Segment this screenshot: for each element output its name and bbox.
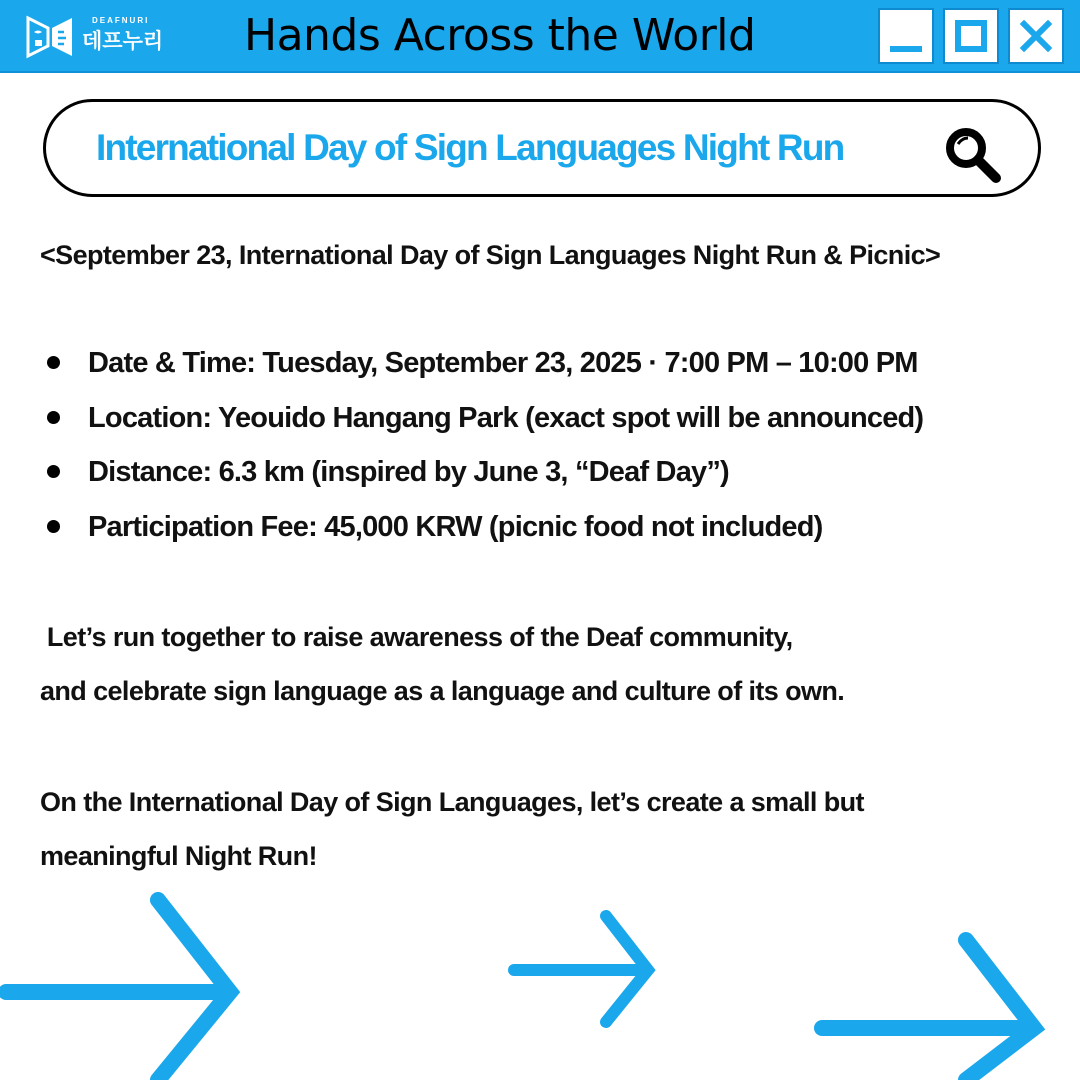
logo-mark-icon: [26, 14, 74, 60]
awareness-paragraph: [40, 610, 844, 718]
detail-location: Location: Yeouido Hangang Park (exact spot will be announced): [88, 401, 924, 434]
decorative-arrows: [0, 880, 1080, 1080]
close-icon: [1010, 10, 1062, 62]
search-bar[interactable]: [43, 99, 1041, 197]
search-icon[interactable]: [942, 124, 1004, 186]
logo-korean-text: 데프누리: [82, 29, 164, 53]
bullet-icon: [47, 356, 60, 369]
minimize-button[interactable]: [878, 8, 934, 64]
paragraph-line: and celebrate sign language as a language and culture of its own.: [40, 676, 845, 706]
event-heading: <September 23, International Day of Sign Languages Night Run & Picnic>: [40, 240, 941, 270]
window-title: Hands Across the World: [244, 10, 756, 61]
list-item: [40, 340, 923, 395]
list-item: [40, 395, 923, 450]
paragraph-line: On the International Day of Sign Languages, let’s create a small but: [40, 787, 864, 817]
maximize-icon: [945, 10, 997, 62]
arrow-right-icon: [514, 916, 648, 1022]
event-details-list: [40, 340, 923, 558]
paragraph-line: Let’s run together to raise awareness of the Deaf community,: [40, 622, 793, 652]
paragraph-line: meaningful Night Run!: [40, 841, 317, 871]
minimize-icon: [880, 10, 932, 62]
list-item: [40, 504, 923, 559]
maximize-button[interactable]: [943, 8, 999, 64]
detail-fee: Participation Fee: 45,000 KRW (picnic food not included): [88, 510, 823, 543]
list-item: [40, 449, 923, 504]
bullet-icon: [47, 465, 60, 478]
title-bar: [0, 0, 1080, 73]
search-query[interactable]: International Day of Sign Languages Night Run: [96, 127, 844, 168]
call-to-action-paragraph: [40, 775, 864, 883]
bullet-icon: [47, 411, 60, 424]
detail-date-time: Date & Time: Tuesday, September 23, 2025 · 7:00 PM – 10:00 PM: [88, 347, 918, 379]
arrow-right-icon: [822, 940, 1034, 1080]
deafnuri-logo: [26, 12, 176, 62]
bullet-icon: [47, 520, 60, 533]
logo-english-text: DEAFNURI: [92, 16, 150, 25]
detail-distance: Distance: 6.3 km (inspired by June 3, “Deaf Day”): [88, 456, 729, 488]
arrow-right-icon: [6, 900, 230, 1080]
close-button[interactable]: [1008, 8, 1064, 64]
